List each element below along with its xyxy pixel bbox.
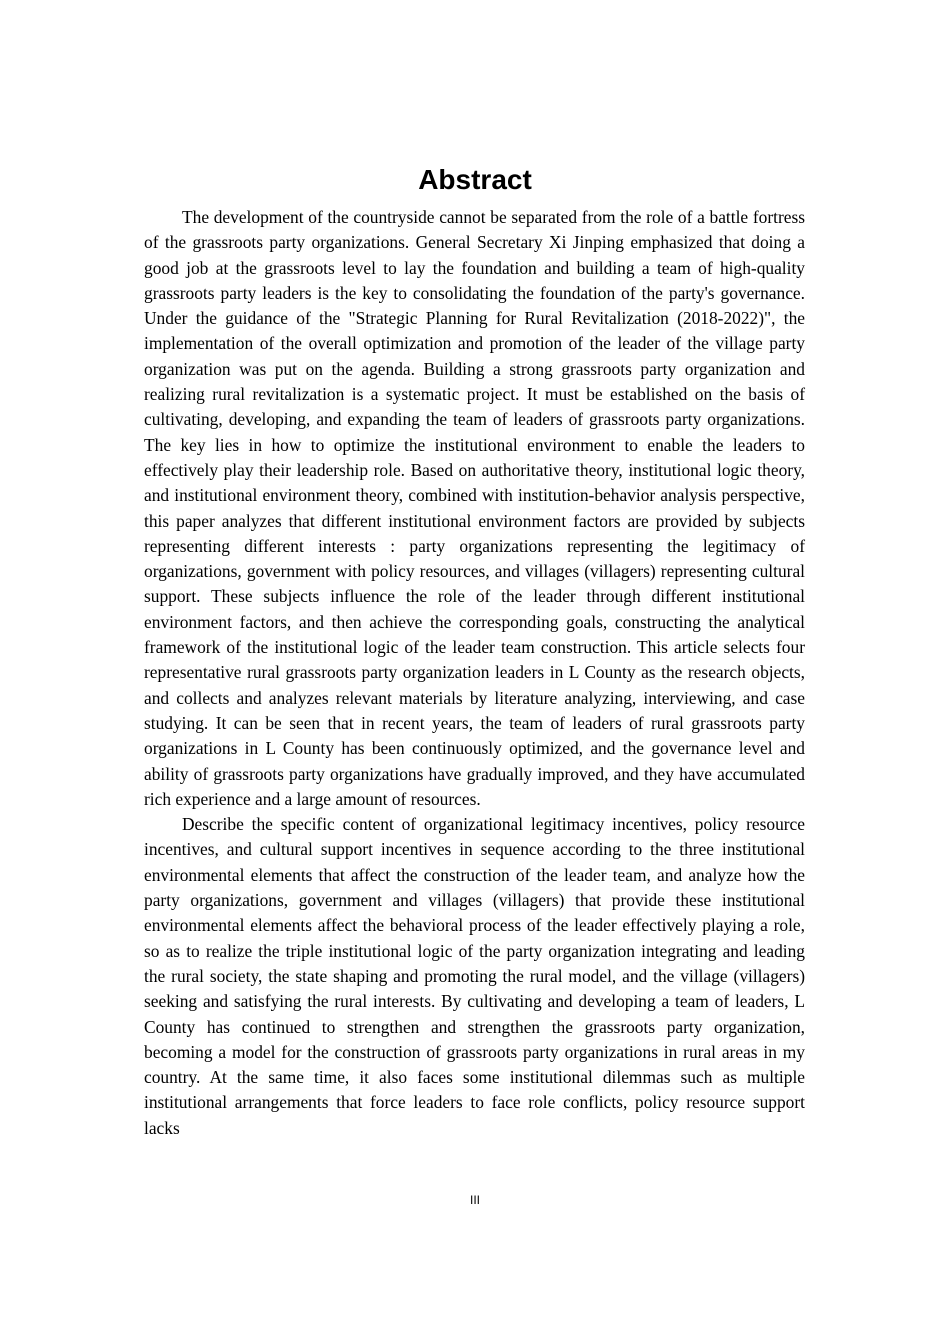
abstract-paragraph-2: Describe the specific content of organizational legitimacy incentives, policy resource incentives, and cultural support incentives in sequence according to the three institutional environmental elements that affect the construction of the leader team, and analyze how the party organizations, government and villages (villagers) that provide these institutional environmental elements affect the behavioral process of the leader effectively playing a role, so as to realize the triple institutional logic of the party organization integrating and leading the rural society, the state shaping and promoting the rural model, and the village (villagers) seeking and satisfying the rural interests. By cultivating and developing a team of leaders, L County has continued to strengthen and strengthen the grassroots party organization, becoming a model for the construction of grassroots party organizations in rural areas in my country. At the same time, it also faces some institutional dilemmas such as multiple institutional arrangements that force leaders to face role conflicts, policy resource support lacks [144,814,805,1138]
abstract-title: Abstract [418,164,532,195]
abstract-paragraph-1: The development of the countryside cannot be separated from the role of a battle fortress of the grassroots party organizations. General Secretary Xi Jinping emphasized that doing a good job at the grassroots level to lay the foundation and building a team of high-quality grassroots party leaders is the key to consolidating the foundation of the party's governance. Under the guidance of the "Strategic Planning for Rural Revitalization (2018-2022)", the implementation of the overall optimization and promotion of the leader of the village party organization was put on the agenda. Building a strong grassroots party organization and realizing rural revitalization is a systematic project. It must be established on the basis of cultivating, developing, and expanding the team of leaders of grassroots party organizations. The key lies in how to optimize the institutional environment to enable the leaders to effectively play their leadership role. Based on authoritative theory, institutional logic theory, and institutional environment theory, combined with institution-behavior analysis perspective, this paper analyzes that different institutional environment factors are provided by subjects representing different interests : party organizations representing the legitimacy of organizations, government with policy resources, and villages (villagers) representing cultural support. These subjects influence the role of the leader through different institutional environment factors, and then achieve the corresponding goals, constructing the analytical framework of the institutional logic of the leader team construction. This article selects four representative rural grassroots party organization leaders in L County as the research objects, and collects and analyzes relevant materials by literature analyzing, interviewing, and case studying. It can be seen that in recent years, the team of leaders of rural grassroots party organizations in L County has been continuously optimized, and the governance level and ability of grassroots party organizations have gradually improved, and they have accumulated rich experience and a large amount of resources. [144,207,805,809]
page-number: III [469,1193,480,1207]
abstract-body [144,205,805,1141]
